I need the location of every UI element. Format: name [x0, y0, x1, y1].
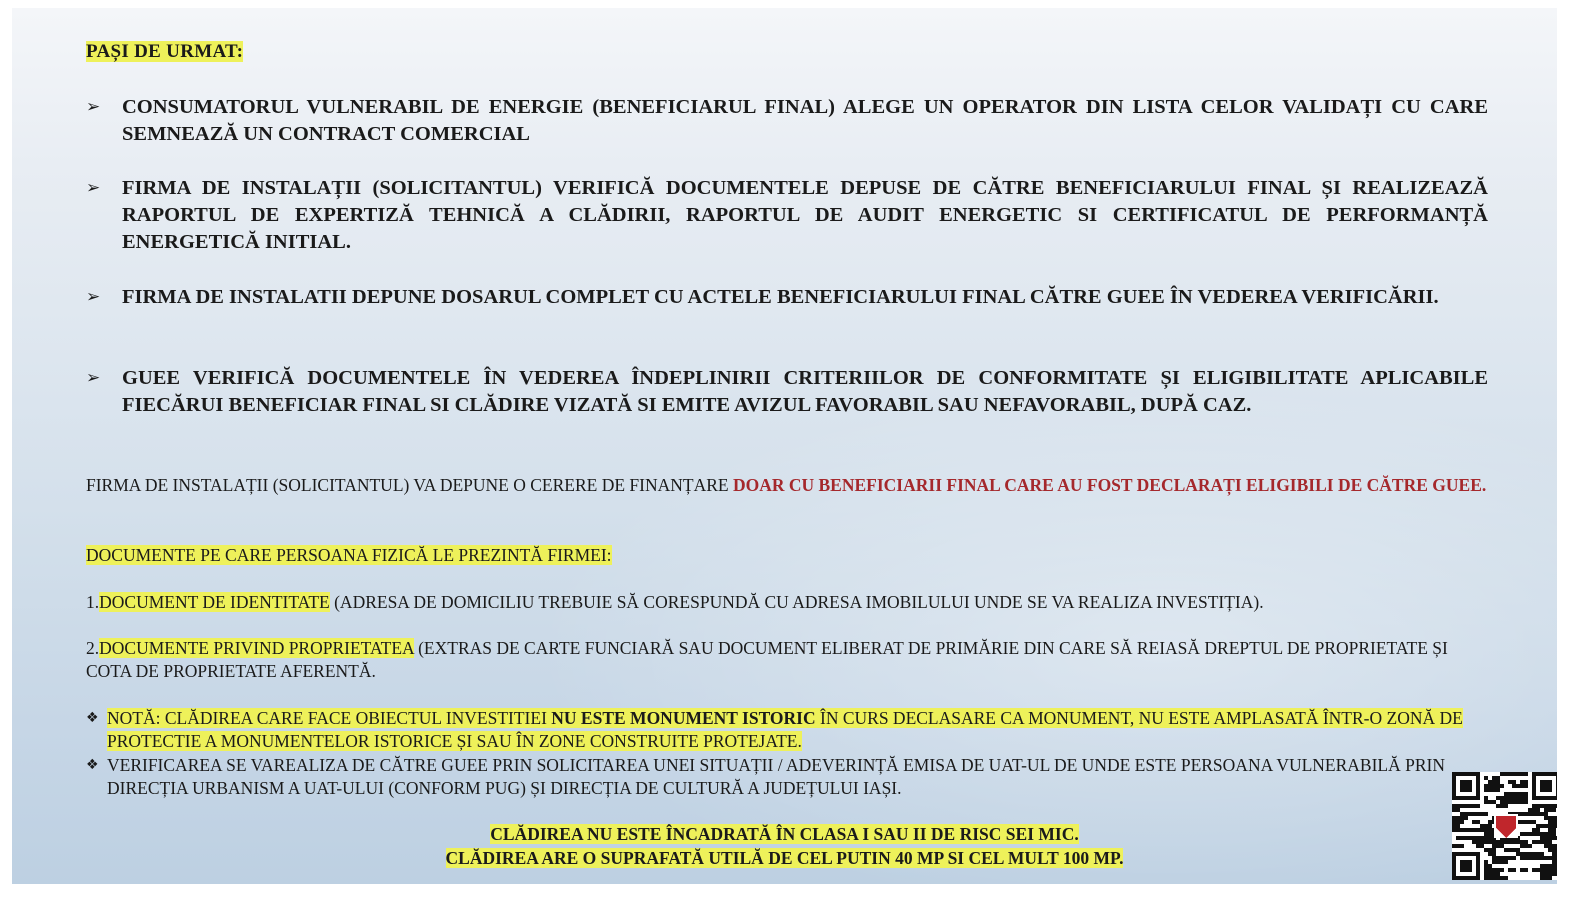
arrow-bullet-icon: ➢ [86, 287, 101, 307]
qr-code-icon [1452, 772, 1557, 880]
step-item [86, 365, 1488, 419]
not-monument-emphasis: NU ESTE MONUMENT ISTORIC [551, 708, 816, 728]
step-text: GUEE VERIFICĂ DOCUMENTELE ÎN VEDEREA ÎNDEPLINIRII CRITERIILOR DE CONFORMITATE ȘI ELIGIBILITATE APLICABILE FIECĂRUI BENEFICIAR FINAL SI CLĂDIRE VIZATĂ SI EMITE AVIZUL FAVORABIL SAU NEFAVORABIL, DUPĂ CAZ. [122, 367, 1488, 416]
diamond-bullet-icon: ❖ [86, 710, 99, 726]
documents-heading: DOCUMENTE PE CARE PERSOANA FIZICĂ LE PREZINTĂ FIRMEI: [86, 545, 612, 565]
document-item: 2.DOCUMENTE PRIVIND PROPRIETATEA (EXTRAS DE CARTE FUNCIARĂ SAU DOCUMENT ELIBERAT DE PRIMĂRIE DIN CARE SĂ REIASĂ DREPTUL DE PROPRIETATE ȘI COTA DE PROPRIETATE AFERENTĂ. [86, 638, 1448, 681]
step-item [86, 94, 1488, 148]
arrow-bullet-icon: ➢ [86, 97, 101, 117]
document-item: 1.DOCUMENT DE IDENTITATE (ADRESA DE DOMICILIU TREBUIE SĂ CORESPUNDĂ CU ADRESA IMOBILULUI UNDE SE VA REALIZA INVESTIȚIA). [86, 592, 1264, 612]
step-text: CONSUMATORUL VULNERABIL DE ENERGIE (BENEFICIARUL FINAL) ALEGE UN OPERATOR DIN LISTA CELOR VALIDAȚI CU CARE SEMNEAZĂ UN CONTRACT COMERCIAL [122, 96, 1488, 145]
document-page [12, 8, 1557, 884]
step-text: FIRMA DE INSTALATII DEPUNE DOSARUL COMPLET CU ACTELE BENEFICIARULUI FINAL CĂTRE GUEE ÎN VEDEREA VERIFICĂRII. [122, 286, 1439, 308]
eligibility-warning: DOAR CU BENEFICIARII FINAL CARE AU FOST DECLARAȚI ELIGIBILI DE CĂTRE GUEE. [732, 475, 1487, 495]
condition-line: CLĂDIREA NU ESTE ÎNCADRATĂ ÎN CLASA I SAU II DE RISC SEI MIC. [490, 824, 1079, 844]
funding-note: FIRMA DE INSTALAȚII (SOLICITANTUL) VA DEPUNE O CERERE DE FINANȚARE DOAR CU BENEFICIARII FINAL CARE AU FOST DECLARAȚI ELIGIBILI DE CĂTRE GUEE. [86, 475, 1487, 495]
arrow-bullet-icon: ➢ [86, 178, 101, 198]
document-label: DOCUMENT DE IDENTITATE [99, 592, 330, 612]
step-item [86, 175, 1488, 256]
step-item [86, 284, 1488, 311]
document-label: DOCUMENTE PRIVIND PROPRIETATEA [99, 638, 414, 658]
steps-title: PAȘI DE URMAT: [86, 41, 244, 62]
diamond-bullet-icon: ❖ [86, 757, 99, 773]
note-item: ❖ NOTĂ: CLĂDIREA CARE FACE OBIECTUL INVESTITIEI NU ESTE MONUMENT ISTORIC ÎN CURS DECLASARE CA MONUMENT, NU ESTE AMPLASATĂ ÎNTR-O ZONĂ DE PROTECTIE A MONUMENTELOR ISTORICE ȘI SAU ÎN ZONE CONSTRUITE PROTEJATE. [86, 708, 1463, 751]
note-item: ❖ VERIFICAREA SE VAREALIZA DE CĂTRE GUEE PRIN SOLICITAREA UNEI SITUAȚII / ADEVERINȚĂ EMISA DE UAT-UL DE UNDE ESTE PERSOANA VULNERABILĂ PRIN DIRECȚIA URBANISM A UAT-ULUI (CONFORM PUG) ȘI DIRECȚIA DE CULTURĂ A JUDEȚULUI IAȘI. [86, 755, 1445, 798]
condition-line: CLĂDIREA ARE O SUPRAFATĂ UTILĂ DE CEL PUTIN 40 MP SI CEL MULT 100 MP. [445, 848, 1124, 868]
arrow-bullet-icon: ➢ [86, 368, 101, 388]
step-text: FIRMA DE INSTALAȚII (SOLICITANTUL) VERIFICĂ DOCUMENTELE DEPUSE DE CĂTRE BENEFICIARULUI FINAL ȘI REALIZEAZĂ RAPORTUL DE EXPERTIZĂ TEHNICĂ A CLĂDIRII, RAPORTUL DE AUDIT ENERGETIC SI CERTIFICATUL DE PERFORMANȚĂ ENERGETICĂ INITIAL. [122, 177, 1488, 253]
